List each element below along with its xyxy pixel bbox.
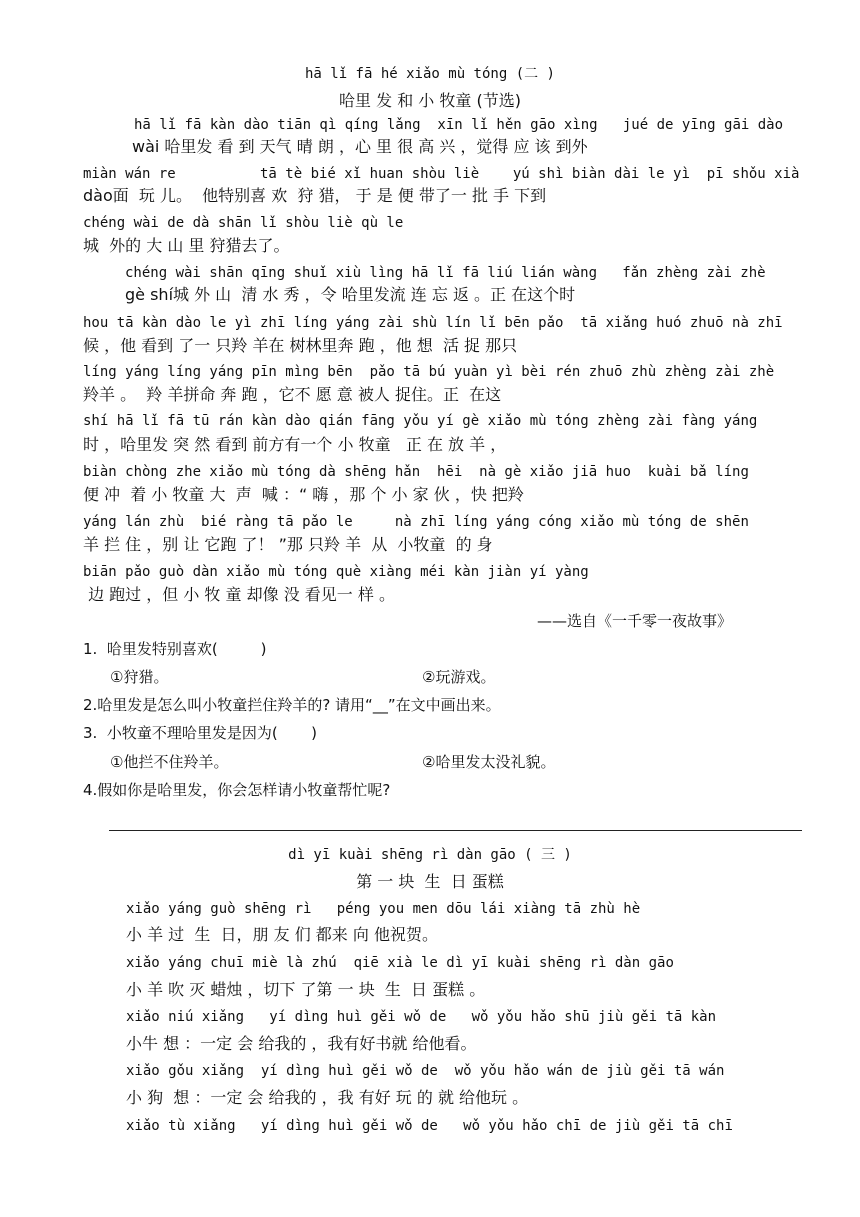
story2-line: chéng wài de dà shān lǐ shòu liè qù le [83, 215, 404, 231]
story2-line: 边 跑过 ，但 小 牧 童 却像 没 看见一 样 。 [83, 585, 395, 604]
story2-line: 城 外的 大 山 里 狩猎去了。 [83, 236, 290, 255]
question-4: 4.假如你是哈里发，你会怎样请小牧童帮忙呢? [83, 781, 391, 799]
story3-title: 第 一 块 生 日 蛋糕 [356, 872, 504, 891]
story3-line: 小 狗 想 ：一定 会 给我的 ，我 有好 玩 的 就 给他玩 。 [126, 1088, 529, 1107]
story2-line: yáng lán zhù bié ràng tā pǎo le nà zhī líng yáng cóng xiǎo mù tóng de shēn [83, 514, 749, 530]
story3-line: 小牛 想 ：一定 会 给我的 ，我有好书就 给他看。 [126, 1034, 477, 1053]
story2-title: 哈里 发 和 小 牧童 (节选) [339, 91, 521, 110]
question-1-option-2: ②玩游戏。 [422, 668, 496, 686]
story3-line: xiǎo yáng guò shēng rì péng you men dōu lái xiàng tā zhù hè [126, 901, 641, 917]
story3-title-pinyin: dì yī kuài shēng rì dàn gāo ( 三 ) [288, 847, 572, 863]
story2-line: hou tā kàn dào le yì zhī líng yáng zài shù lín lǐ bēn pǎo tā xiǎng huó zhuō nà zhī [83, 315, 783, 331]
story2-line: 羚羊 。 羚 羊拼命 奔 跑 ，它不 愿 意 被人 捉住。正 在这 [83, 385, 502, 404]
question-3: 3. 小牧童不理哈里发是因为( ) [83, 724, 317, 742]
story2-line: dào面 玩 儿。 他特别喜 欢 狩 猎， 于 是 便 带了一 批 手 下到 [83, 186, 547, 205]
story3-line: 小 羊 过 生 日，朋 友 们 都来 向 他祝贺。 [126, 925, 438, 944]
section-divider [109, 830, 802, 831]
story2-line: 候 ，他 看到 了一 只羚 羊在 树林里奔 跑 ，他 想 活 捉 那只 [83, 336, 518, 355]
story2-line: 羊 拦 住 ，别 让 它跑 了！ ”那 只羚 羊 从 小牧童 的 身 [83, 535, 493, 554]
story3-line: 小 羊 吹 灭 蜡烛 ，切下 了第 一 块 生 日 蛋糕 。 [126, 980, 486, 999]
story3-line: xiǎo tù xiǎng yí dìng huì gěi wǒ de wǒ yǒu hǎo chī de jiù gěi tā chī [126, 1118, 733, 1134]
question-3-option-1: ①他拦不住羚羊。 [110, 753, 229, 771]
story2-line: chéng wài shān qīng shuǐ xiù lìng hā lǐ fā liú lián wàng fǎn zhèng zài zhè [125, 265, 766, 281]
source-citation: ——选自《一千零一夜故事》 [537, 612, 733, 630]
story3-line: xiǎo niú xiǎng yí dìng huì gěi wǒ de wǒ yǒu hǎo shū jiù gěi tā kàn [126, 1009, 717, 1025]
question-3-option-2: ②哈里发太没礼貌。 [422, 753, 556, 771]
story2-line: wài 哈里发 看 到 天气 晴 朗 ，心 里 很 高 兴 ，觉得 应 该 到外 [132, 137, 588, 156]
story2-line: biān pǎo guò dàn xiǎo mù tóng què xiàng méi kàn jiàn yí yàng [83, 564, 589, 580]
question-1: 1. 哈里发特别喜欢( ) [83, 640, 267, 658]
story2-line: 时 ，哈里发 突 然 看到 前方有一个 小 牧童 正 在 放 羊 ， [83, 435, 507, 454]
story2-line: biàn chòng zhe xiǎo mù tóng dà shēng hǎn hēi nà gè xiǎo jiā huo kuài bǎ líng [83, 464, 749, 480]
story3-line: xiǎo yáng chuī miè là zhú qiē xià le dì yī kuài shēng rì dàn gāo [126, 955, 674, 971]
question-2: 2.哈里发是怎么叫小牧童拦住羚羊的? 请用“__”在文中画出来。 [83, 696, 501, 714]
question-1-option-1: ①狩猎。 [110, 668, 169, 686]
story2-line: miàn wán re tā tè bié xǐ huan shòu liè yú shì biàn dài le yì pī shǒu xià [83, 166, 800, 182]
story2-line: 便 冲 着 小 牧童 大 声 喊 ：“ 嗨 ，那 个 小 家 伙 ，快 把羚 [83, 485, 524, 504]
story2-line: líng yáng líng yáng pīn mìng bēn pǎo tā bú yuàn yì bèi rén zhuō zhù zhèng zài zhè [83, 364, 775, 380]
story2-title-pinyin: hā lǐ fā hé xiǎo mù tóng (二 ) [304, 66, 555, 82]
story2-line: gè shí城 外 山 清 水 秀 ，令 哈里发流 连 忘 返 。正 在这个时 [125, 285, 576, 304]
story3-line: xiǎo gǒu xiǎng yí dìng huì gěi wǒ de wǒ yǒu hǎo wán de jiù gěi tā wán [126, 1063, 725, 1079]
story2-line: hā lǐ fā kàn dào tiān qì qíng lǎng xīn lǐ hěn gāo xìng jué de yīng gāi dào [134, 117, 784, 133]
story2-line: shí hā lǐ fā tū rán kàn dào qián fāng yǒu yí gè xiǎo mù tóng zhèng zài fàng yáng [83, 413, 758, 429]
